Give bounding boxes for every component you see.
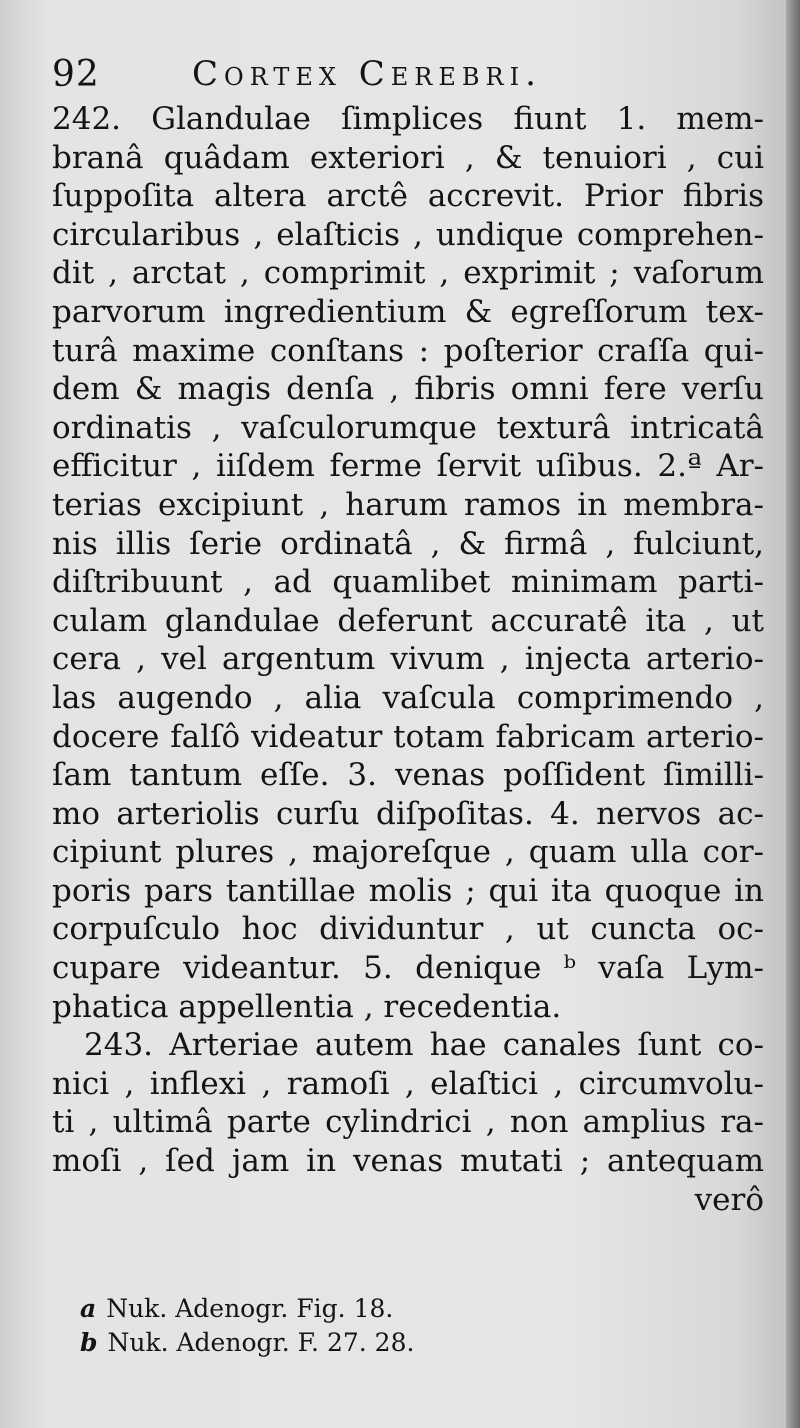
footnote-mark: b [80, 1328, 98, 1357]
text-line: ſuppoſita altera arctê accrevit. Prior fibris [52, 178, 764, 215]
footnote-a [80, 1292, 680, 1326]
text-line: circularibus , elaſticis , undique comprehen- [52, 216, 764, 253]
footnote-mark: a [80, 1294, 97, 1323]
page-gutter-shadow [786, 0, 800, 1428]
footnote-b [80, 1326, 680, 1360]
paragraph-container [52, 100, 764, 1181]
footnotes [80, 1292, 680, 1360]
footnote-text: Nuk. Adenogr. Fig. 18. [106, 1294, 394, 1323]
text-line: dit , arctat , comprimit , exprimit ; vaſorum [52, 255, 764, 292]
text-line: moſi , ſed jam in venas mutati ; antequam [52, 1143, 764, 1180]
page-number: 92 [52, 54, 100, 95]
catchword: verô [694, 1181, 764, 1218]
text-line: ti , ultimâ parte cylindrici , non amplius ra- [52, 1104, 764, 1141]
running-head: Cortex Cerebri. [192, 54, 542, 94]
text-line: phatica appellentia , recedentia. [52, 988, 562, 1025]
text-line: docere falſô videatur totam fabricam arterio- [52, 718, 764, 755]
footnote-text: Nuk. Adenogr. F. 27. 28. [107, 1328, 415, 1357]
page-header [52, 48, 752, 98]
text-line: 242. Glandulae ſimplices fiunt 1. mem- [52, 101, 764, 137]
text-line: branâ quâdam exteriori , & tenuiori , cui [52, 139, 764, 176]
text-line: cipiunt plures , majoreſque , quam ulla cor- [52, 834, 764, 871]
text-line: ſam tantum eſſe. 3. venas poſſident ſimilli- [52, 757, 764, 794]
text-line: 243. Arteriae autem hae canales ſunt co- [84, 1027, 764, 1064]
text-line: parvorum ingredientium & egreſſorum tex- [52, 293, 764, 330]
text-line: nis illis ſerie ordinatâ , & firmâ , fulciunt, [52, 525, 764, 562]
text-line: terias excipiunt , harum ramos in membra- [52, 486, 764, 523]
text-line: cupare videantur. 5. denique ᵇ vaſa Lym- [52, 950, 764, 987]
text-line: poris pars tantillae molis ; qui ita quoque in [52, 872, 764, 909]
text-line: turâ maxime conſtans : poſterior craſſa qui- [52, 332, 764, 369]
text-line: dem & magis denſa , fibris omni fere verſu [52, 371, 764, 408]
text-line: las augendo , alia vaſcula comprimendo , [52, 679, 764, 716]
text-line: nici , inflexi , ramoſi , elaſtici , circumvolu- [52, 1065, 764, 1102]
text-line: efficitur , iiſdem ferme ſervit uſibus. 2.ª Ar- [52, 448, 764, 485]
text-line: cera , vel argentum vivum , injecta arterio- [52, 641, 764, 678]
body-text [52, 100, 764, 1219]
text-line: corpuſculo hoc dividuntur , ut cuncta oc- [52, 911, 764, 948]
text-line: ordinatis , vaſculorumque texturâ intricatâ [52, 409, 764, 446]
text-line: culam glandulae deferunt accuratê ita , ut [52, 602, 764, 639]
text-line: diſtribuunt , ad quamlibet minimam parti- [52, 564, 764, 601]
text-line: mo arteriolis curſu diſpoſitas. 4. nervos ac- [52, 795, 764, 832]
